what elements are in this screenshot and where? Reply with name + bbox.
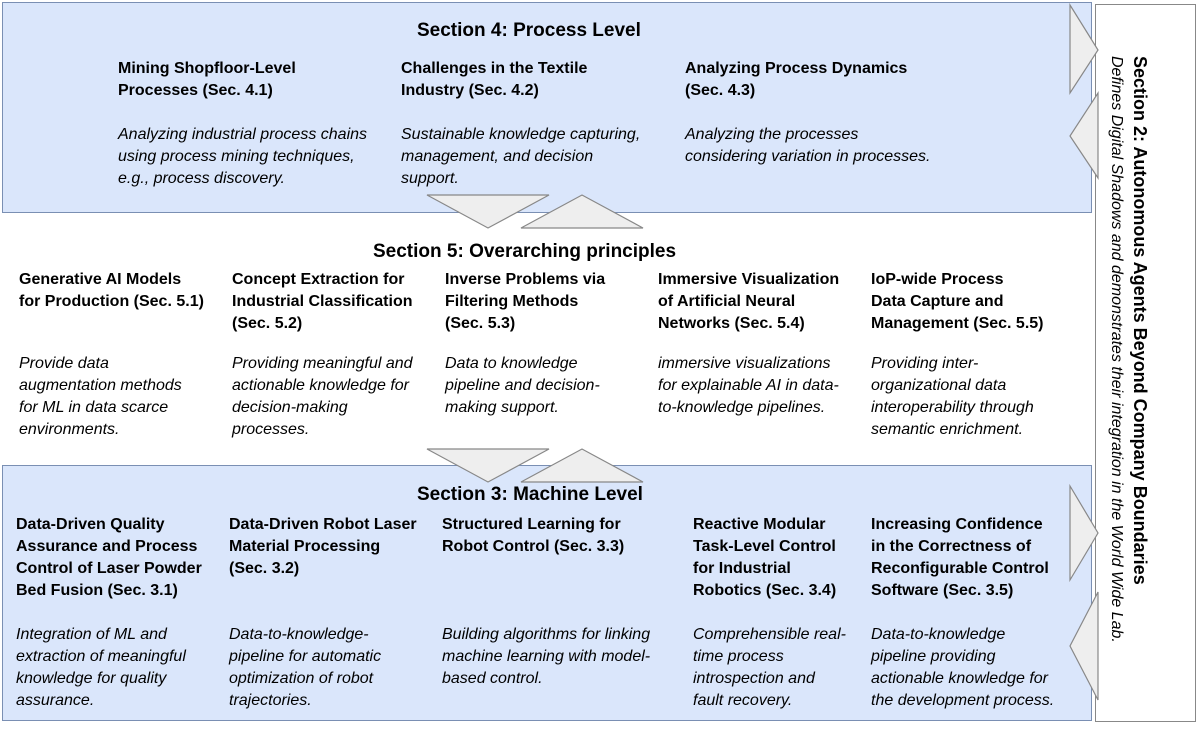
section4-item1-desc: Analyzing industrial process chains using process mining techniques, e.g., process discovery. — [118, 126, 368, 187]
section3-item4-title: Reactive Modular Task-Level Control for Industrial Robotics (Sec. 3.4) — [693, 516, 837, 599]
section3-item4-desc: Comprehensible real- time process introspection and fault recovery. — [693, 626, 846, 709]
section5-item2-title: Concept Extraction for Industrial Classification (Sec. 5.2) — [232, 271, 413, 332]
section2-subtitle: Defines Digital Shadows and demonstrates their integration in the World Wide Lab. — [1108, 56, 1125, 643]
section5-item3-desc: Data to knowledge pipeline and decision- making support. — [445, 355, 600, 416]
section3-item5-desc: Data-to-knowledge pipeline providing actionable knowledge for the development process. — [871, 626, 1055, 709]
section2-text — [1104, 56, 1152, 676]
section4-item3-desc: Analyzing the processes considering variation in processes. — [685, 126, 931, 165]
section3-item3-desc: Building algorithms for linking machine learning with model- based control. — [442, 626, 651, 687]
section3-item3-title: Structured Learning for Robot Control (Sec. 3.3) — [442, 516, 625, 555]
arrow-left-section2-to-section4 — [1070, 93, 1098, 178]
section3-item1-desc: Integration of ML and extraction of meaningful knowledge for quality assurance. — [16, 626, 186, 709]
section4-item2-desc: Sustainable knowledge capturing, management, and decision support. — [401, 126, 641, 187]
section3-item2-title: Data-Driven Robot Laser Material Processing (Sec. 3.2) — [229, 516, 417, 577]
arrow-left-section2-to-section3 — [1070, 592, 1098, 700]
section5-item2-desc: Providing meaningful and actionable knowledge for decision-making processes. — [232, 355, 413, 438]
arrow-right-section4-to-section2 — [1070, 5, 1098, 93]
section3-title: Section 3: Machine Level — [417, 484, 643, 505]
section3-item5-title: Increasing Confidence in the Correctness of Reconfigurable Control Software (Sec. 3.5) — [871, 516, 1049, 599]
section3-item1-title: Data-Driven Quality Assurance and Process Control of Laser Powder Bed Fusion (Sec. 3.1) — [16, 516, 202, 599]
section5-item1-desc: Provide data augmentation methods for ML in data scarce environments. — [19, 355, 182, 438]
section5-item4-title: Immersive Visualization of Artificial Neural Networks (Sec. 5.4) — [658, 271, 840, 332]
section4-item3-title: Analyzing Process Dynamics (Sec. 4.3) — [685, 60, 908, 99]
arrow-right-section3-to-section2 — [1070, 486, 1098, 580]
section4-item1-title: Mining Shopfloor-Level Processes (Sec. 4.1) — [118, 60, 296, 99]
section5-item5-desc: Providing inter- organizational data interoperability through semantic enrichment. — [871, 355, 1034, 438]
section5-item5-title: IoP-wide Process Data Capture and Management (Sec. 5.5) — [871, 271, 1044, 332]
section2-title: Section 2: Autonomous Agents Beyond Company Boundaries — [1130, 56, 1150, 585]
section3-item2-desc: Data-to-knowledge- pipeline for automatic optimization of robot trajectories. — [229, 626, 382, 709]
section4-title: Section 4: Process Level — [417, 20, 641, 41]
section5-item4-desc: immersive visualizations for explainable AI in data- to-knowledge pipelines. — [658, 355, 839, 416]
section5-title: Section 5: Overarching principles — [373, 241, 677, 262]
section4-item2-title: Challenges in the Textile Industry (Sec. 4.2) — [401, 60, 588, 99]
section5-item1-title: Generative AI Models for Production (Sec. 5.1) — [19, 271, 204, 310]
section5-item3-title: Inverse Problems via Filtering Methods (Sec. 5.3) — [445, 271, 606, 332]
